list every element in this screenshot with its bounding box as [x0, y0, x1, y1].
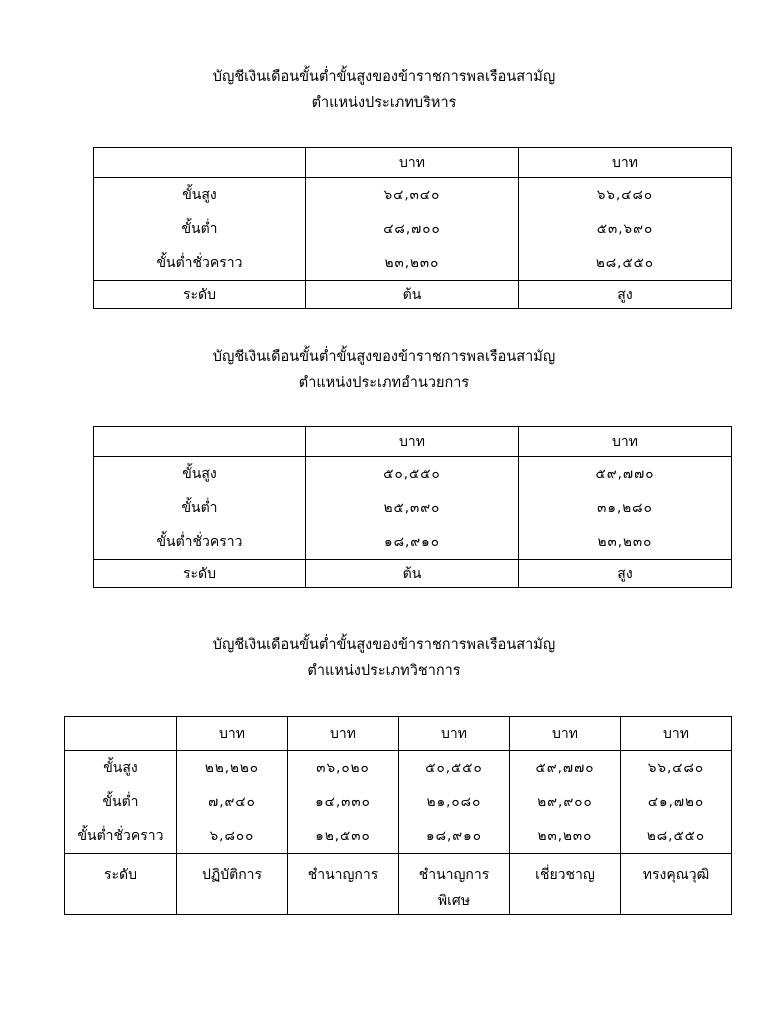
level-value: ปฏิบัติการ — [177, 854, 288, 915]
value-min: ๔๘,๗๐๐ — [383, 221, 441, 237]
header-cell-baht: บาท — [399, 717, 510, 751]
row-label-min: ขั้นต่ำ — [181, 221, 218, 237]
value-temp-min: ๒๘,๕๕๐ — [595, 255, 655, 271]
header-cell-baht: บาท — [519, 427, 732, 457]
level-value: สูง — [519, 281, 732, 309]
row-label-max: ขั้นสูง — [182, 187, 217, 203]
header-cell-baht: บาท — [306, 148, 519, 178]
table-3-title — [0, 632, 768, 684]
value-min: ๗,๙๔๐ — [208, 794, 256, 810]
level-value: เชี่ยวชาญ — [510, 854, 621, 915]
header-cell-empty — [94, 427, 306, 457]
header-cell-baht: บาท — [621, 717, 732, 751]
values-cell — [288, 751, 399, 854]
value-min: ๑๔,๓๓๐ — [315, 794, 371, 810]
value-max: ๖๖,๔๘๐ — [647, 760, 705, 776]
level-value: ทรงคุณวุฒิ — [621, 854, 732, 915]
row-label-temp-min: ขั้นต่ำชั่วคราว — [156, 255, 243, 271]
value-max: ๖๖,๔๘๐ — [596, 187, 654, 203]
table-body-row — [94, 178, 732, 281]
value-max: ๕๐,๕๕๐ — [383, 466, 441, 482]
table-level-row — [65, 854, 732, 915]
row-labels-cell — [65, 751, 177, 854]
value-temp-min: ๒๓,๒๓๐ — [537, 828, 593, 844]
row-labels-cell — [94, 178, 306, 281]
values-cell — [306, 457, 519, 560]
level-value: ชำนาญการ พิเศษ — [399, 854, 510, 915]
table-level-row — [94, 560, 732, 588]
value-max: ๒๒,๒๒๐ — [204, 760, 260, 776]
values-cell — [306, 178, 519, 281]
value-max: ๕๐,๕๕๐ — [425, 760, 483, 776]
level-value: สูง — [519, 560, 732, 588]
value-min: ๒๙,๙๐๐ — [537, 794, 593, 810]
table-3-title-line: บัญชีเงินเดือนขั้นต่ำขั้นสูงของข้าราชการพลเรือนสามัญ — [212, 637, 556, 653]
level-label: ระดับ — [65, 854, 177, 915]
salary-table-executive — [93, 147, 732, 309]
value-max: ๕๙,๗๗๐ — [595, 466, 655, 482]
table-level-row — [94, 281, 732, 309]
value-min: ๕๓,๖๙๐ — [596, 221, 654, 237]
values-cell — [510, 751, 621, 854]
table-1-title-line: บัญชีเงินเดือนขั้นต่ำขั้นสูงของข้าราชการพลเรือนสามัญ — [212, 69, 556, 85]
table-2-title — [0, 344, 768, 396]
value-temp-min: ๑๘,๙๑๐ — [384, 534, 440, 550]
table-header-row — [94, 148, 732, 178]
table-1-subtitle: ตำแหน่งประเภทบริหาร — [311, 95, 457, 111]
row-label-temp-min: ขั้นต่ำชั่วคราว — [77, 828, 164, 844]
salary-table-academic — [64, 716, 732, 915]
table-header-row — [94, 427, 732, 457]
table-2-subtitle: ตำแหน่งประเภทอำนวยการ — [298, 375, 470, 391]
values-cell — [621, 751, 732, 854]
value-max: ๖๔,๓๔๐ — [383, 187, 441, 203]
values-cell — [519, 178, 732, 281]
header-cell-baht: บาท — [288, 717, 399, 751]
value-temp-min: ๒๓,๒๓๐ — [384, 255, 440, 271]
header-cell-empty — [65, 717, 177, 751]
level-value: ต้น — [306, 560, 519, 588]
value-temp-min: ๖,๘๐๐ — [209, 828, 255, 844]
value-temp-min: ๑๒,๕๓๐ — [315, 828, 371, 844]
values-cell — [177, 751, 288, 854]
value-temp-min: ๑๘,๙๑๐ — [426, 828, 482, 844]
table-3-subtitle: ตำแหน่งประเภทวิชาการ — [307, 663, 461, 679]
value-min: ๒๑,๐๘๐ — [426, 794, 482, 810]
level-label: ระดับ — [94, 560, 306, 588]
salary-table-management — [93, 426, 732, 588]
table-body-row — [65, 751, 732, 854]
row-label-min: ขั้นต่ำ — [181, 500, 218, 516]
values-cell — [399, 751, 510, 854]
row-label-max: ขั้นสูง — [182, 466, 217, 482]
value-temp-min: ๒๓,๒๓๐ — [597, 534, 653, 550]
header-cell-baht: บาท — [177, 717, 288, 751]
value-min: ๒๕,๓๙๐ — [383, 500, 441, 516]
table-header-row — [65, 717, 732, 751]
header-cell-empty — [94, 148, 306, 178]
level-label: ระดับ — [94, 281, 306, 309]
table-2-title-line: บัญชีเงินเดือนขั้นต่ำขั้นสูงของข้าราชการพลเรือนสามัญ — [212, 349, 556, 365]
header-cell-baht: บาท — [519, 148, 732, 178]
row-label-min: ขั้นต่ำ — [102, 794, 139, 810]
value-max: ๕๙,๗๗๐ — [535, 760, 595, 776]
value-min: ๔๑,๗๒๐ — [647, 794, 705, 810]
row-labels-cell — [94, 457, 306, 560]
table-body-row — [94, 457, 732, 560]
level-value: ต้น — [306, 281, 519, 309]
level-value: ชำนาญการ — [288, 854, 399, 915]
value-min: ๓๑,๒๘๐ — [597, 500, 653, 516]
values-cell — [519, 457, 732, 560]
row-label-max: ขั้นสูง — [103, 760, 138, 776]
value-temp-min: ๒๘,๕๕๐ — [646, 828, 706, 844]
value-max: ๓๖,๐๒๐ — [316, 760, 370, 776]
header-cell-baht: บาท — [306, 427, 519, 457]
table-1-title — [0, 64, 768, 116]
row-label-temp-min: ขั้นต่ำชั่วคราว — [156, 534, 243, 550]
header-cell-baht: บาท — [510, 717, 621, 751]
